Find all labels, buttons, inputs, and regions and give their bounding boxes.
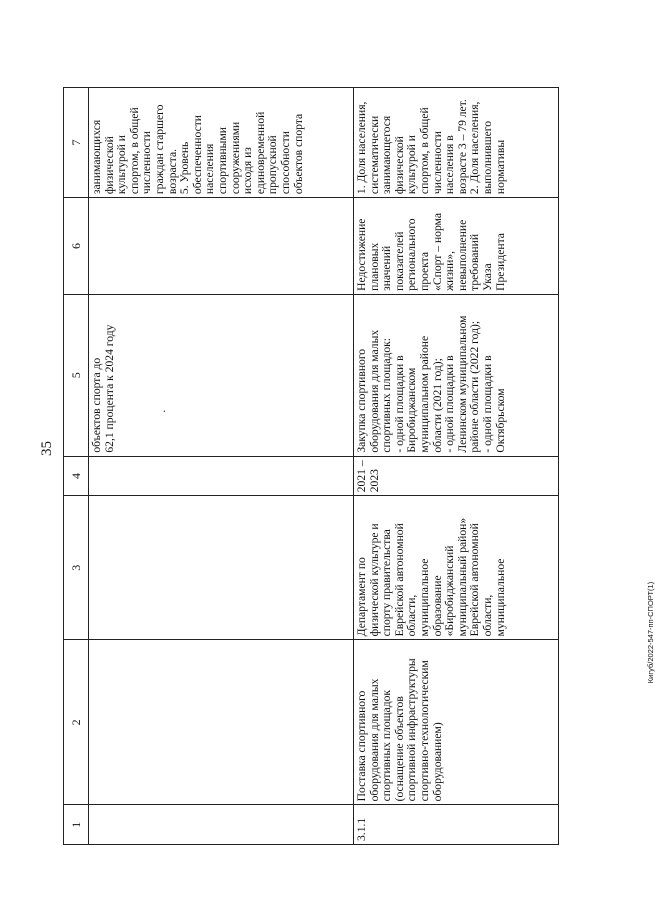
text-line: 2023 [367, 469, 381, 493]
text-line: населения [203, 143, 217, 195]
table-header-row [64, 88, 89, 845]
text-line: сооружениями [228, 121, 242, 195]
text-line: муниципальном районе [417, 335, 431, 453]
rotated-table-container [63, 87, 591, 845]
table-row-3-1-1 [354, 88, 559, 845]
text-line: муниципальный район» [455, 517, 469, 637]
text-line: 2021 – [355, 460, 368, 493]
text-line: исходя из [241, 147, 255, 195]
text-line: спорту правительства [380, 529, 394, 637]
text-line: единовременной [253, 111, 267, 195]
text-line: муниципальное [493, 558, 507, 637]
text-line: 62,1 процента к 2024 году [102, 324, 116, 453]
cell-empty [89, 496, 354, 640]
text-line: численности [430, 131, 444, 195]
text-line: объектов спорта [291, 113, 305, 195]
text-line: 5. Уровень [178, 141, 192, 195]
page-number: 35 [39, 441, 55, 456]
text-line: спортивно-технологическим [417, 660, 431, 802]
header-col-1: 1 [64, 805, 89, 845]
text-line: муниципальное [417, 558, 431, 637]
text-line: занимающегося [380, 115, 394, 195]
text-line: образование [430, 575, 444, 637]
header-col-5: 5 [64, 294, 89, 456]
text-line: области, [480, 594, 494, 637]
cell-empty [89, 640, 354, 805]
text-line: физической [392, 136, 406, 195]
text-line: Еврейской автономной [392, 523, 406, 637]
text-line: пропускной [266, 135, 280, 195]
text-line: выполнившего [480, 120, 494, 195]
text-line: Указа [480, 263, 494, 291]
text-line: занимающихся [90, 119, 103, 195]
text-line: Ленинском муниципальном [455, 315, 469, 453]
text-line: Биробиджанском [405, 367, 419, 453]
header-col-6: 6 [64, 198, 89, 295]
cell-measure-name [354, 640, 559, 805]
table-row-continuation [89, 88, 354, 845]
text-line: систематически [367, 115, 381, 195]
text-line: области, [405, 594, 419, 637]
cell-empty [89, 805, 354, 845]
text-line: требований [468, 233, 482, 291]
text-line [91, 298, 104, 453]
text-line: Поставка спортивного [355, 690, 368, 802]
cell-expected-result [354, 294, 559, 456]
text-line: - одной площадки в [392, 355, 406, 453]
cell-indicators-continuation [89, 88, 354, 198]
header-col-3: 3 [64, 496, 89, 640]
text-line: Недостижение [355, 218, 368, 291]
text-line: спортивных площадок [380, 689, 394, 802]
text-line: проекта [417, 251, 431, 291]
cell-responsible [354, 496, 559, 640]
cell-empty [89, 198, 354, 295]
text-line: численности [140, 131, 154, 195]
text-line: 2. Доля населения, [468, 101, 482, 195]
text-line: невыполнение [455, 219, 469, 291]
text-line: физической [102, 136, 116, 195]
text-line: плановых [367, 242, 381, 291]
document-code: Кигуб/2022-547-пп-СПОРТ(1) [646, 581, 655, 684]
text-line: нормативы [493, 139, 507, 195]
measures-table [63, 87, 559, 845]
text-line: культурой и [115, 135, 129, 195]
text-line: оборудования для малых [367, 329, 381, 453]
text-line: оборудованием) [430, 722, 444, 802]
text-line: физической культуре и [367, 523, 381, 637]
text-line: спортом, в общей [127, 107, 141, 195]
text-line: «Спорт – норма [430, 213, 444, 291]
header-col-4: 4 [64, 456, 89, 496]
text-line: возрасте 3 – 79 лет. [455, 99, 469, 195]
text-line: спортом, в общей [417, 107, 431, 195]
text-line: спортивных площадок: [380, 337, 394, 453]
header-col-7: 7 [64, 88, 89, 198]
header-col-2: 2 [64, 640, 89, 805]
cell-result-continuation [89, 294, 354, 456]
text-line: Октябрьском [493, 388, 507, 453]
text-line: показателей [392, 231, 406, 291]
text-line: регионального [405, 218, 419, 291]
text-line: возраста. [165, 148, 179, 195]
text-line: . [155, 409, 169, 413]
text-line: населения в [443, 135, 457, 195]
text-line: обеспеченности [190, 115, 204, 195]
text-line: - одной площадки в [443, 355, 457, 453]
text-line: 1. Доля населения, [355, 101, 368, 195]
text-line: жизни», [443, 250, 457, 291]
cell-consequences [354, 198, 559, 295]
text-line: способности [278, 131, 292, 195]
text-line: Еврейской автономной [468, 523, 482, 637]
text-line: объектов спорта до [90, 357, 103, 453]
text-line: спортивными [215, 127, 229, 195]
text-line: спортивной инфраструктуры [405, 658, 419, 802]
text-line: граждан старшего [152, 104, 166, 195]
cell-period [354, 456, 559, 496]
text-line: - одной площадки в [480, 355, 494, 453]
cell-empty [89, 456, 354, 496]
cell-row-number: 3.1.1 [354, 805, 559, 845]
text-line: Департамент по [355, 557, 368, 637]
cell-indicators [354, 88, 559, 198]
text-line: Закупка спортивного [355, 348, 368, 453]
text-line: культурой и [405, 135, 419, 195]
text-line: (оснащение объектов [392, 696, 406, 802]
text-line: оборудования для малых [367, 678, 381, 802]
text-line: значений [380, 245, 394, 291]
text-line: «Биробиджанский [443, 545, 457, 637]
text-line: районе области (2022 год); [468, 320, 482, 453]
text-line: области (2021 год); [430, 358, 444, 453]
text-line: Президента [493, 233, 507, 291]
